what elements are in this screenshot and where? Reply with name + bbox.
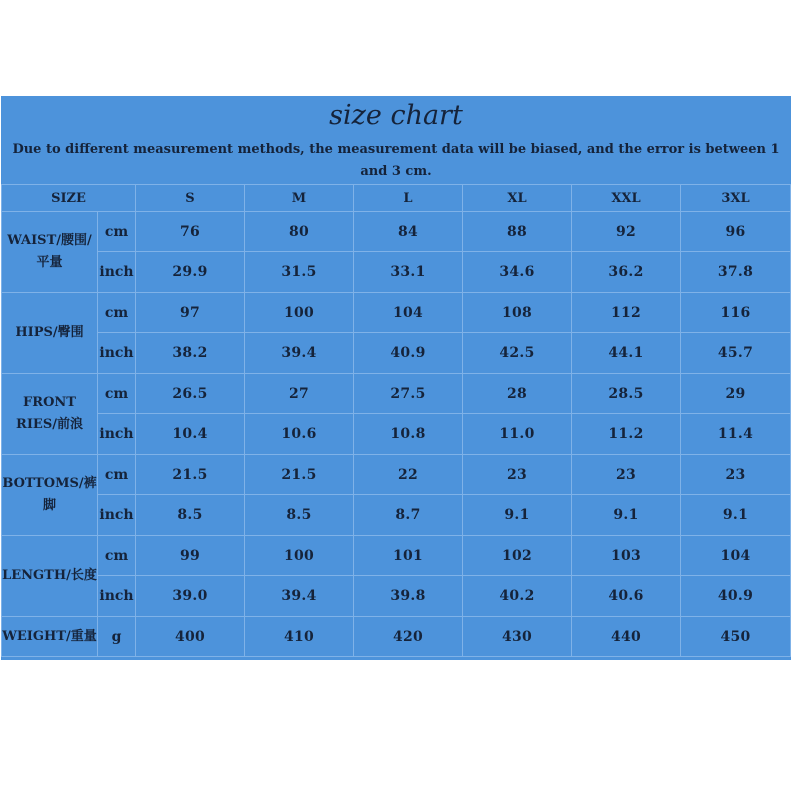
value-cell: 40.2: [463, 576, 572, 617]
value-cell: 33.1: [354, 252, 463, 293]
value-cell: 88: [463, 212, 572, 252]
value-cell: 37.8: [681, 252, 791, 293]
unit-cell: inch: [98, 252, 136, 293]
value-cell: 38.2: [136, 333, 245, 374]
value-cell: 9.1: [463, 495, 572, 536]
value-cell: 116: [681, 293, 791, 333]
value-cell: 104: [354, 293, 463, 333]
value-cell: 76: [136, 212, 245, 252]
size-column-header: S: [136, 185, 245, 212]
measurement-label: HIPS/臀围: [2, 293, 98, 374]
unit-cell: inch: [98, 495, 136, 536]
measurement-label: LENGTH/长度: [2, 536, 98, 617]
value-cell: 97: [136, 293, 245, 333]
unit-cell: cm: [98, 536, 136, 576]
size-column-header: 3XL: [681, 185, 791, 212]
value-cell: 84: [354, 212, 463, 252]
value-cell: 40.9: [354, 333, 463, 374]
value-cell: 10.6: [245, 414, 354, 455]
measurement-row: [2, 333, 791, 374]
value-cell: 100: [245, 536, 354, 576]
value-cell: 29.9: [136, 252, 245, 293]
value-cell: 440: [572, 617, 681, 657]
value-cell: 29: [681, 374, 791, 414]
size-column-header: M: [245, 185, 354, 212]
value-cell: 42.5: [463, 333, 572, 374]
unit-cell: g: [98, 617, 136, 657]
size-table: [1, 184, 791, 657]
value-cell: 112: [572, 293, 681, 333]
size-chart-sheet: [1, 96, 791, 660]
measurement-label: WEIGHT/重量: [2, 617, 98, 657]
measurement-row: [2, 374, 791, 414]
value-cell: 410: [245, 617, 354, 657]
value-cell: 400: [136, 617, 245, 657]
value-cell: 104: [681, 536, 791, 576]
value-cell: 21.5: [136, 455, 245, 495]
unit-cell: cm: [98, 293, 136, 333]
value-cell: 26.5: [136, 374, 245, 414]
value-cell: 108: [463, 293, 572, 333]
value-cell: 31.5: [245, 252, 354, 293]
size-table-body: [2, 185, 791, 657]
value-cell: 23: [572, 455, 681, 495]
measurement-row: [2, 576, 791, 617]
size-column-header: XXL: [572, 185, 681, 212]
measurement-note: Due to different measurement methods, the measurement data will be biased, and the error is between 1 and 3 cm.: [12, 142, 780, 179]
measurement-row: [2, 455, 791, 495]
value-cell: 39.4: [245, 333, 354, 374]
value-cell: 39.0: [136, 576, 245, 617]
value-cell: 40.9: [681, 576, 791, 617]
value-cell: 10.8: [354, 414, 463, 455]
header-row: [2, 185, 791, 212]
value-cell: 450: [681, 617, 791, 657]
value-cell: 11.0: [463, 414, 572, 455]
value-cell: 11.4: [681, 414, 791, 455]
unit-cell: cm: [98, 374, 136, 414]
value-cell: 99: [136, 536, 245, 576]
value-cell: 23: [681, 455, 791, 495]
value-cell: 40.6: [572, 576, 681, 617]
size-column-header: XL: [463, 185, 572, 212]
value-cell: 28: [463, 374, 572, 414]
value-cell: 39.4: [245, 576, 354, 617]
unit-cell: inch: [98, 576, 136, 617]
value-cell: 11.2: [572, 414, 681, 455]
value-cell: 420: [354, 617, 463, 657]
value-cell: 96: [681, 212, 791, 252]
value-cell: 8.5: [136, 495, 245, 536]
value-cell: 430: [463, 617, 572, 657]
value-cell: 45.7: [681, 333, 791, 374]
unit-cell: cm: [98, 455, 136, 495]
value-cell: 39.8: [354, 576, 463, 617]
value-cell: 22: [354, 455, 463, 495]
measurement-row: [2, 293, 791, 333]
size-column-header: L: [354, 185, 463, 212]
value-cell: 34.6: [463, 252, 572, 293]
measurement-row: [2, 617, 791, 657]
value-cell: 103: [572, 536, 681, 576]
unit-cell: inch: [98, 414, 136, 455]
value-cell: 8.7: [354, 495, 463, 536]
value-cell: 36.2: [572, 252, 681, 293]
value-cell: 10.4: [136, 414, 245, 455]
measurement-row: [2, 252, 791, 293]
unit-cell: cm: [98, 212, 136, 252]
value-cell: 44.1: [572, 333, 681, 374]
measurement-row: [2, 414, 791, 455]
value-cell: 9.1: [572, 495, 681, 536]
measurement-row: [2, 536, 791, 576]
chart-title: size chart: [329, 100, 463, 131]
value-cell: 23: [463, 455, 572, 495]
value-cell: 102: [463, 536, 572, 576]
value-cell: 9.1: [681, 495, 791, 536]
value-cell: 8.5: [245, 495, 354, 536]
value-cell: 27: [245, 374, 354, 414]
measurement-row: [2, 212, 791, 252]
unit-cell: inch: [98, 333, 136, 374]
value-cell: 100: [245, 293, 354, 333]
value-cell: 80: [245, 212, 354, 252]
measurement-label: FRONT RIES/前浪: [2, 374, 98, 455]
measurement-label: WAIST/腰围/平量: [2, 212, 98, 293]
value-cell: 21.5: [245, 455, 354, 495]
measurement-label: BOTTOMS/裤脚: [2, 455, 98, 536]
value-cell: 101: [354, 536, 463, 576]
value-cell: 28.5: [572, 374, 681, 414]
size-header-cell: SIZE: [2, 185, 136, 212]
value-cell: 27.5: [354, 374, 463, 414]
measurement-row: [2, 495, 791, 536]
value-cell: 92: [572, 212, 681, 252]
